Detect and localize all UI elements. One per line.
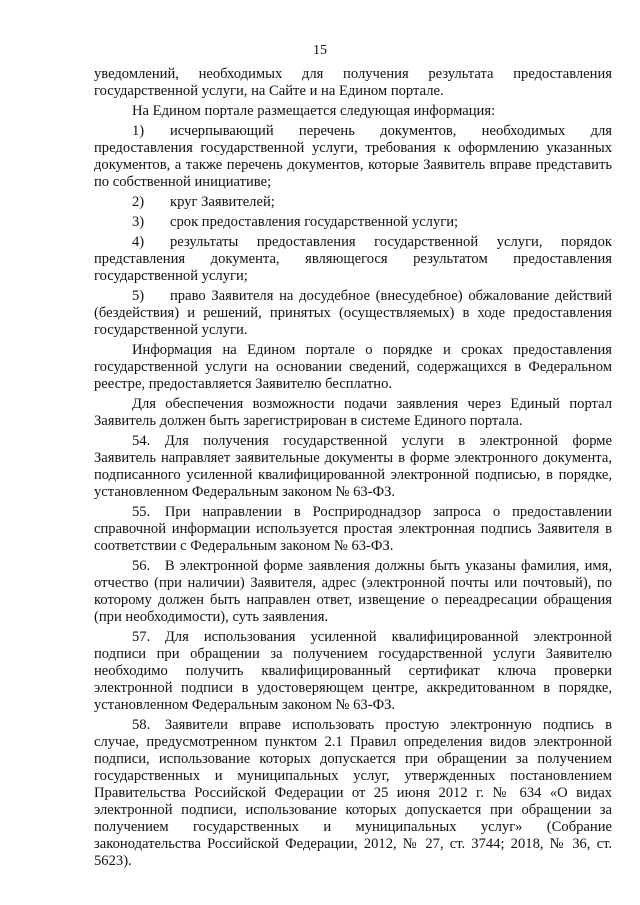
document-body bbox=[94, 66, 612, 873]
list-item-number: 1) bbox=[132, 123, 145, 139]
list-item-number: 5) bbox=[132, 288, 145, 304]
list-item-number: 3) bbox=[132, 214, 145, 230]
paragraph-58: 58. Заявители вправе использовать простую электронную подпись в случае, предусмотренном пунктом 2.1 Правил определения видов электронной подписи, использование которых допускается при обращении за получением государственных и муниципальных услуг, утвержденных постановлением Правительства Российской Федерации от 25 июня 2012 г. № 634 «О видах электронной подписи, использование которых допускается при обращении за получением государственных и муниципальных услуг» (Собрание законодательства Российской Федерации, 2012, № 27, ст. 3744; 2018, № 36, ст. 5623). bbox=[94, 717, 612, 869]
paragraph: уведомлений, необходимых для получения результата предоставления государственной услуги, на Сайте и на Едином портале. bbox=[94, 66, 612, 99]
list-item-text: результаты предоставления государственной услуги, порядок представления документа, являющегося результатом предоставления государственной услуги; bbox=[94, 234, 612, 284]
list-item bbox=[94, 194, 612, 211]
page-number: 15 bbox=[313, 43, 327, 58]
paragraph-55: 55. При направлении в Росприроднадзор запроса о предоставлении справочной информации используется простая электронная подпись Заявителя в соответствии с Федеральным законом № 63-ФЗ. bbox=[94, 504, 612, 554]
paragraph: Информация на Едином портале о порядке и сроках предоставления государственной услуги на основании сведений, содержащихся в Федеральном реестре, предоставляется Заявителю бесплатно. bbox=[94, 342, 612, 392]
list-item-text: срок предоставления государственной услуги; bbox=[170, 214, 459, 230]
list-item-text: право Заявителя на досудебное (внесудебное) обжалование действий (бездействия) и решений, принятых (осуществляемых) в ходе предоставления государственной услуги. bbox=[94, 288, 612, 338]
paragraph: Для обеспечения возможности подачи заявления через Единый портал Заявитель должен быть зарегистрирован в системе Единого портала. bbox=[94, 396, 612, 429]
paragraph-57: 57. Для использования усиленной квалифицированной электронной подписи при обращении за получением государственной услуги Заявителю необходимо получить квалифицированный сертификат ключа проверки электронной подписи в удостоверяющем центре, аккредитованном в порядке, установленном Федеральным законом № 63-ФЗ. bbox=[94, 629, 612, 713]
list-item bbox=[94, 288, 612, 339]
list-item bbox=[94, 214, 612, 231]
list-item-text: исчерпывающий перечень документов, необходимых для предоставления государственной услуги, требования к оформлению указанных документов, а также перечень документов, которые Заявитель вправе представить по собственной инициативе; bbox=[94, 123, 612, 190]
list-item-number: 4) bbox=[132, 234, 145, 250]
list-item-text: круг Заявителей; bbox=[170, 194, 275, 210]
paragraph: На Едином портале размещается следующая информация: bbox=[132, 103, 496, 119]
list-item bbox=[94, 123, 612, 191]
list-item-number: 2) bbox=[132, 194, 145, 210]
paragraph-54: 54. Для получения государственной услуги в электронной форме Заявитель направляет заявительные документы в форме электронного документа, подписанного усиленной квалифицированной электронной подписью, в порядке, установленном Федеральным законом № 63-ФЗ. bbox=[94, 433, 612, 500]
paragraph-56: 56. В электронной форме заявления должны быть указаны фамилия, имя, отчество (при наличии) Заявителя, адрес (электронной почты или почтовый), по которому должен быть направлен ответ, извещение о переадресации обращения (при необходимости), суть заявления. bbox=[94, 558, 612, 625]
list-item bbox=[94, 234, 612, 285]
